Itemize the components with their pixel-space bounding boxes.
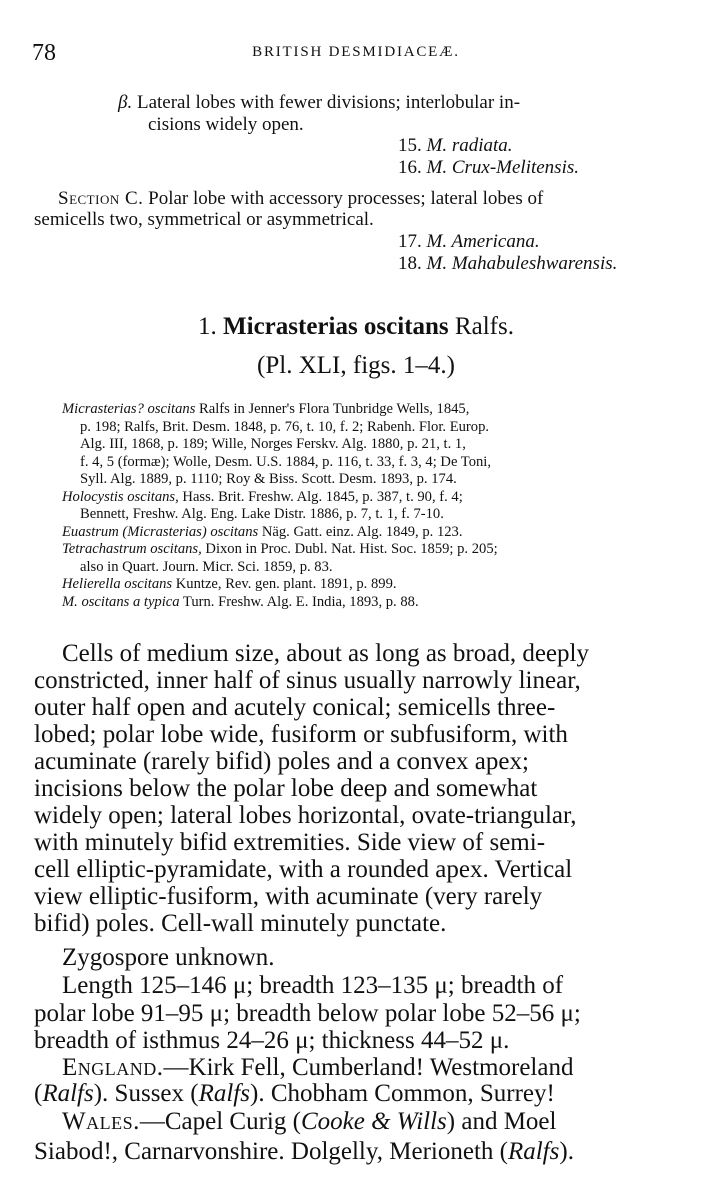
synonym-citation: f. 4, 5 (formæ); Wolle, Desm. U.S. 1884, p. 116, t. 33, f. 3, 4; De Toni, bbox=[80, 453, 491, 470]
synonymy-line bbox=[80, 559, 333, 577]
description-line: acuminate (rarely bifid) poles and a convex apex; bbox=[34, 748, 529, 775]
region-label: England. bbox=[62, 1054, 164, 1081]
key-section-c-line-2: semicells two, symmetrical or asymmetrical. bbox=[34, 209, 374, 230]
key-species-17 bbox=[398, 231, 540, 253]
synonym-citation: p. 198; Ralfs, Brit. Desm. 1848, p. 76, t. 10, f. 2; Rabenh. Flor. Europ. bbox=[80, 418, 490, 435]
locality-text: ). Chobham Common, Surrey! bbox=[250, 1080, 555, 1107]
synonym-citation: Alg. III, 1868, p. 189; Wille, Norges Ferskv. Alg. 1880, p. 21, t. 1, bbox=[80, 436, 466, 452]
distribution-england-line-2 bbox=[34, 1080, 555, 1108]
species-author: Ralfs. bbox=[454, 313, 514, 340]
key-species-name: M. Mahabuleshwarensis. bbox=[426, 253, 618, 274]
synonym-name: Helierella oscitans bbox=[62, 576, 173, 592]
key-species-16 bbox=[398, 157, 579, 179]
synonymy-line bbox=[80, 436, 466, 454]
synonym-name: Euastrum (Micrasterias) oscitans bbox=[62, 523, 259, 540]
key-section-text: Polar lobe with accessory processes; lateral lobes of bbox=[148, 188, 544, 209]
synonym-citation: Näg. Gatt. einz. Alg. 1849, p. 123. bbox=[258, 523, 463, 540]
synonym-citation: Turn. Freshw. Alg. E. India, 1893, p. 88. bbox=[179, 593, 419, 610]
key-beta-line-1 bbox=[118, 92, 520, 114]
key-species-number: 17. bbox=[398, 231, 422, 252]
synonymy-line bbox=[62, 576, 397, 594]
key-species-name: M. radiata. bbox=[426, 135, 513, 156]
locality-text: ) and Moel bbox=[446, 1108, 557, 1135]
key-species-name: M. Crux-Melitensis. bbox=[426, 157, 580, 178]
distribution-england-line-1 bbox=[62, 1054, 573, 1082]
synonym-citation: Hass. Brit. Freshw. Alg. 1845, p. 387, t. 90, f. 4; bbox=[178, 488, 463, 505]
description-line: Length 125–146 μ; breadth 123–135 μ; breadth of bbox=[62, 972, 564, 999]
description-line: cell elliptic-pyramidate, with a rounded apex. Vertical bbox=[34, 856, 573, 883]
synonymy-line bbox=[62, 594, 419, 612]
key-beta-marker: β. bbox=[118, 92, 133, 113]
description-line: incisions below the polar lobe deep and somewhat bbox=[34, 775, 538, 802]
key-species-15 bbox=[398, 135, 513, 157]
locality-text: ). Sussex ( bbox=[93, 1080, 199, 1107]
plate-reference: (Pl. XLI, figs. 1–4.) bbox=[257, 352, 455, 379]
synonym-citation: Kuntze, Rev. gen. plant. 1891, p. 899. bbox=[172, 576, 397, 592]
synonymy-line bbox=[62, 524, 463, 542]
running-title: BRITISH DESMIDIACEÆ. bbox=[252, 44, 460, 60]
species-name: Micrasterias oscitans bbox=[223, 313, 449, 340]
synonymy-line bbox=[80, 419, 489, 437]
region-label: Wales. bbox=[62, 1108, 140, 1135]
locality-text: ). bbox=[559, 1138, 574, 1165]
collector-name: Ralfs bbox=[507, 1138, 560, 1165]
description-line: lobed; polar lobe wide, fusiform or subfusiform, with bbox=[34, 721, 568, 748]
synonymy-line bbox=[80, 471, 457, 489]
key-section-label: Section C. bbox=[58, 188, 144, 209]
synonym-name: Tetrachastrum oscitans, bbox=[62, 541, 202, 557]
synonym-citation: also in Quart. Journ. Micr. Sci. 1859, p. 83. bbox=[80, 558, 333, 575]
synonym-citation: Bennett, Freshw. Alg. Eng. Lake Distr. 1886, p. 7, t. 1, f. 7-10. bbox=[80, 506, 444, 522]
key-species-number: 18. bbox=[398, 253, 422, 274]
collector-name: Ralfs bbox=[198, 1080, 250, 1107]
description-line: outer half open and acutely conical; semicells three- bbox=[34, 694, 556, 721]
synonymy-line bbox=[62, 401, 469, 419]
description-line: constricted, inner half of sinus usually narrowly linear, bbox=[34, 667, 581, 694]
synonym-citation: Ralfs in Jenner's Flora Tunbridge Wells, 1845, bbox=[195, 401, 470, 417]
key-species-number: 15. bbox=[398, 135, 422, 156]
locality-text: —Capel Curig ( bbox=[139, 1108, 301, 1135]
synonym-citation: Dixon in Proc. Dubl. Nat. Hist. Soc. 1859; p. 205; bbox=[201, 541, 498, 557]
synonym-name: Holocystis oscitans, bbox=[62, 488, 179, 505]
key-beta-text: Lateral lobes with fewer divisions; interlobular in- bbox=[136, 92, 521, 113]
synonym-name: Micrasterias? oscitans bbox=[62, 401, 196, 417]
key-section-c-line-1 bbox=[58, 188, 543, 210]
locality-text: Siabod!, Carnarvonshire. Dolgelly, Merioneth ( bbox=[34, 1138, 508, 1165]
species-heading bbox=[0, 313, 712, 341]
description-line: view elliptic-fusiform, with acuminate (very rarely bbox=[34, 883, 543, 910]
description-line: bifid) poles. Cell-wall minutely punctate. bbox=[34, 910, 447, 937]
description-line: with minutely bifid extremities. Side view of semi- bbox=[34, 829, 546, 856]
key-species-18 bbox=[398, 253, 617, 275]
synonymy-line bbox=[62, 541, 498, 559]
description-line: widely open; lateral lobes horizontal, ovate-triangular, bbox=[34, 802, 577, 829]
description-line: breadth of isthmus 24–26 μ; thickness 44–52 μ. bbox=[34, 1027, 510, 1054]
locality-text: —Kirk Fell, Cumberland! Westmoreland bbox=[163, 1054, 574, 1081]
synonym-citation: Syll. Alg. 1889, p. 1110; Roy & Biss. Scott. Desm. 1893, p. 174. bbox=[80, 471, 457, 487]
synonym-name: M. oscitans a typica bbox=[62, 593, 180, 610]
description-line: polar lobe 91–95 μ; breadth below polar lobe 52–56 μ; bbox=[34, 1000, 581, 1027]
description-line: Zygospore unknown. bbox=[62, 944, 275, 971]
page-number: 78 bbox=[32, 40, 56, 66]
synonymy-line bbox=[62, 489, 463, 507]
synonymy-line bbox=[80, 506, 444, 524]
species-number: 1. bbox=[198, 313, 217, 340]
distribution-wales-line-2 bbox=[34, 1138, 574, 1166]
distribution-wales-line-1 bbox=[62, 1108, 556, 1136]
key-species-name: M. Americana. bbox=[426, 231, 540, 252]
collector-name: Ralfs bbox=[42, 1080, 94, 1107]
synonymy-line bbox=[80, 454, 491, 472]
description-line: Cells of medium size, about as long as broad, deeply bbox=[62, 640, 589, 667]
key-species-number: 16. bbox=[398, 157, 422, 178]
key-beta-line-2: cisions widely open. bbox=[148, 114, 304, 135]
locality-text: ( bbox=[34, 1080, 43, 1107]
collector-name: Cooke & Wills bbox=[300, 1108, 447, 1135]
